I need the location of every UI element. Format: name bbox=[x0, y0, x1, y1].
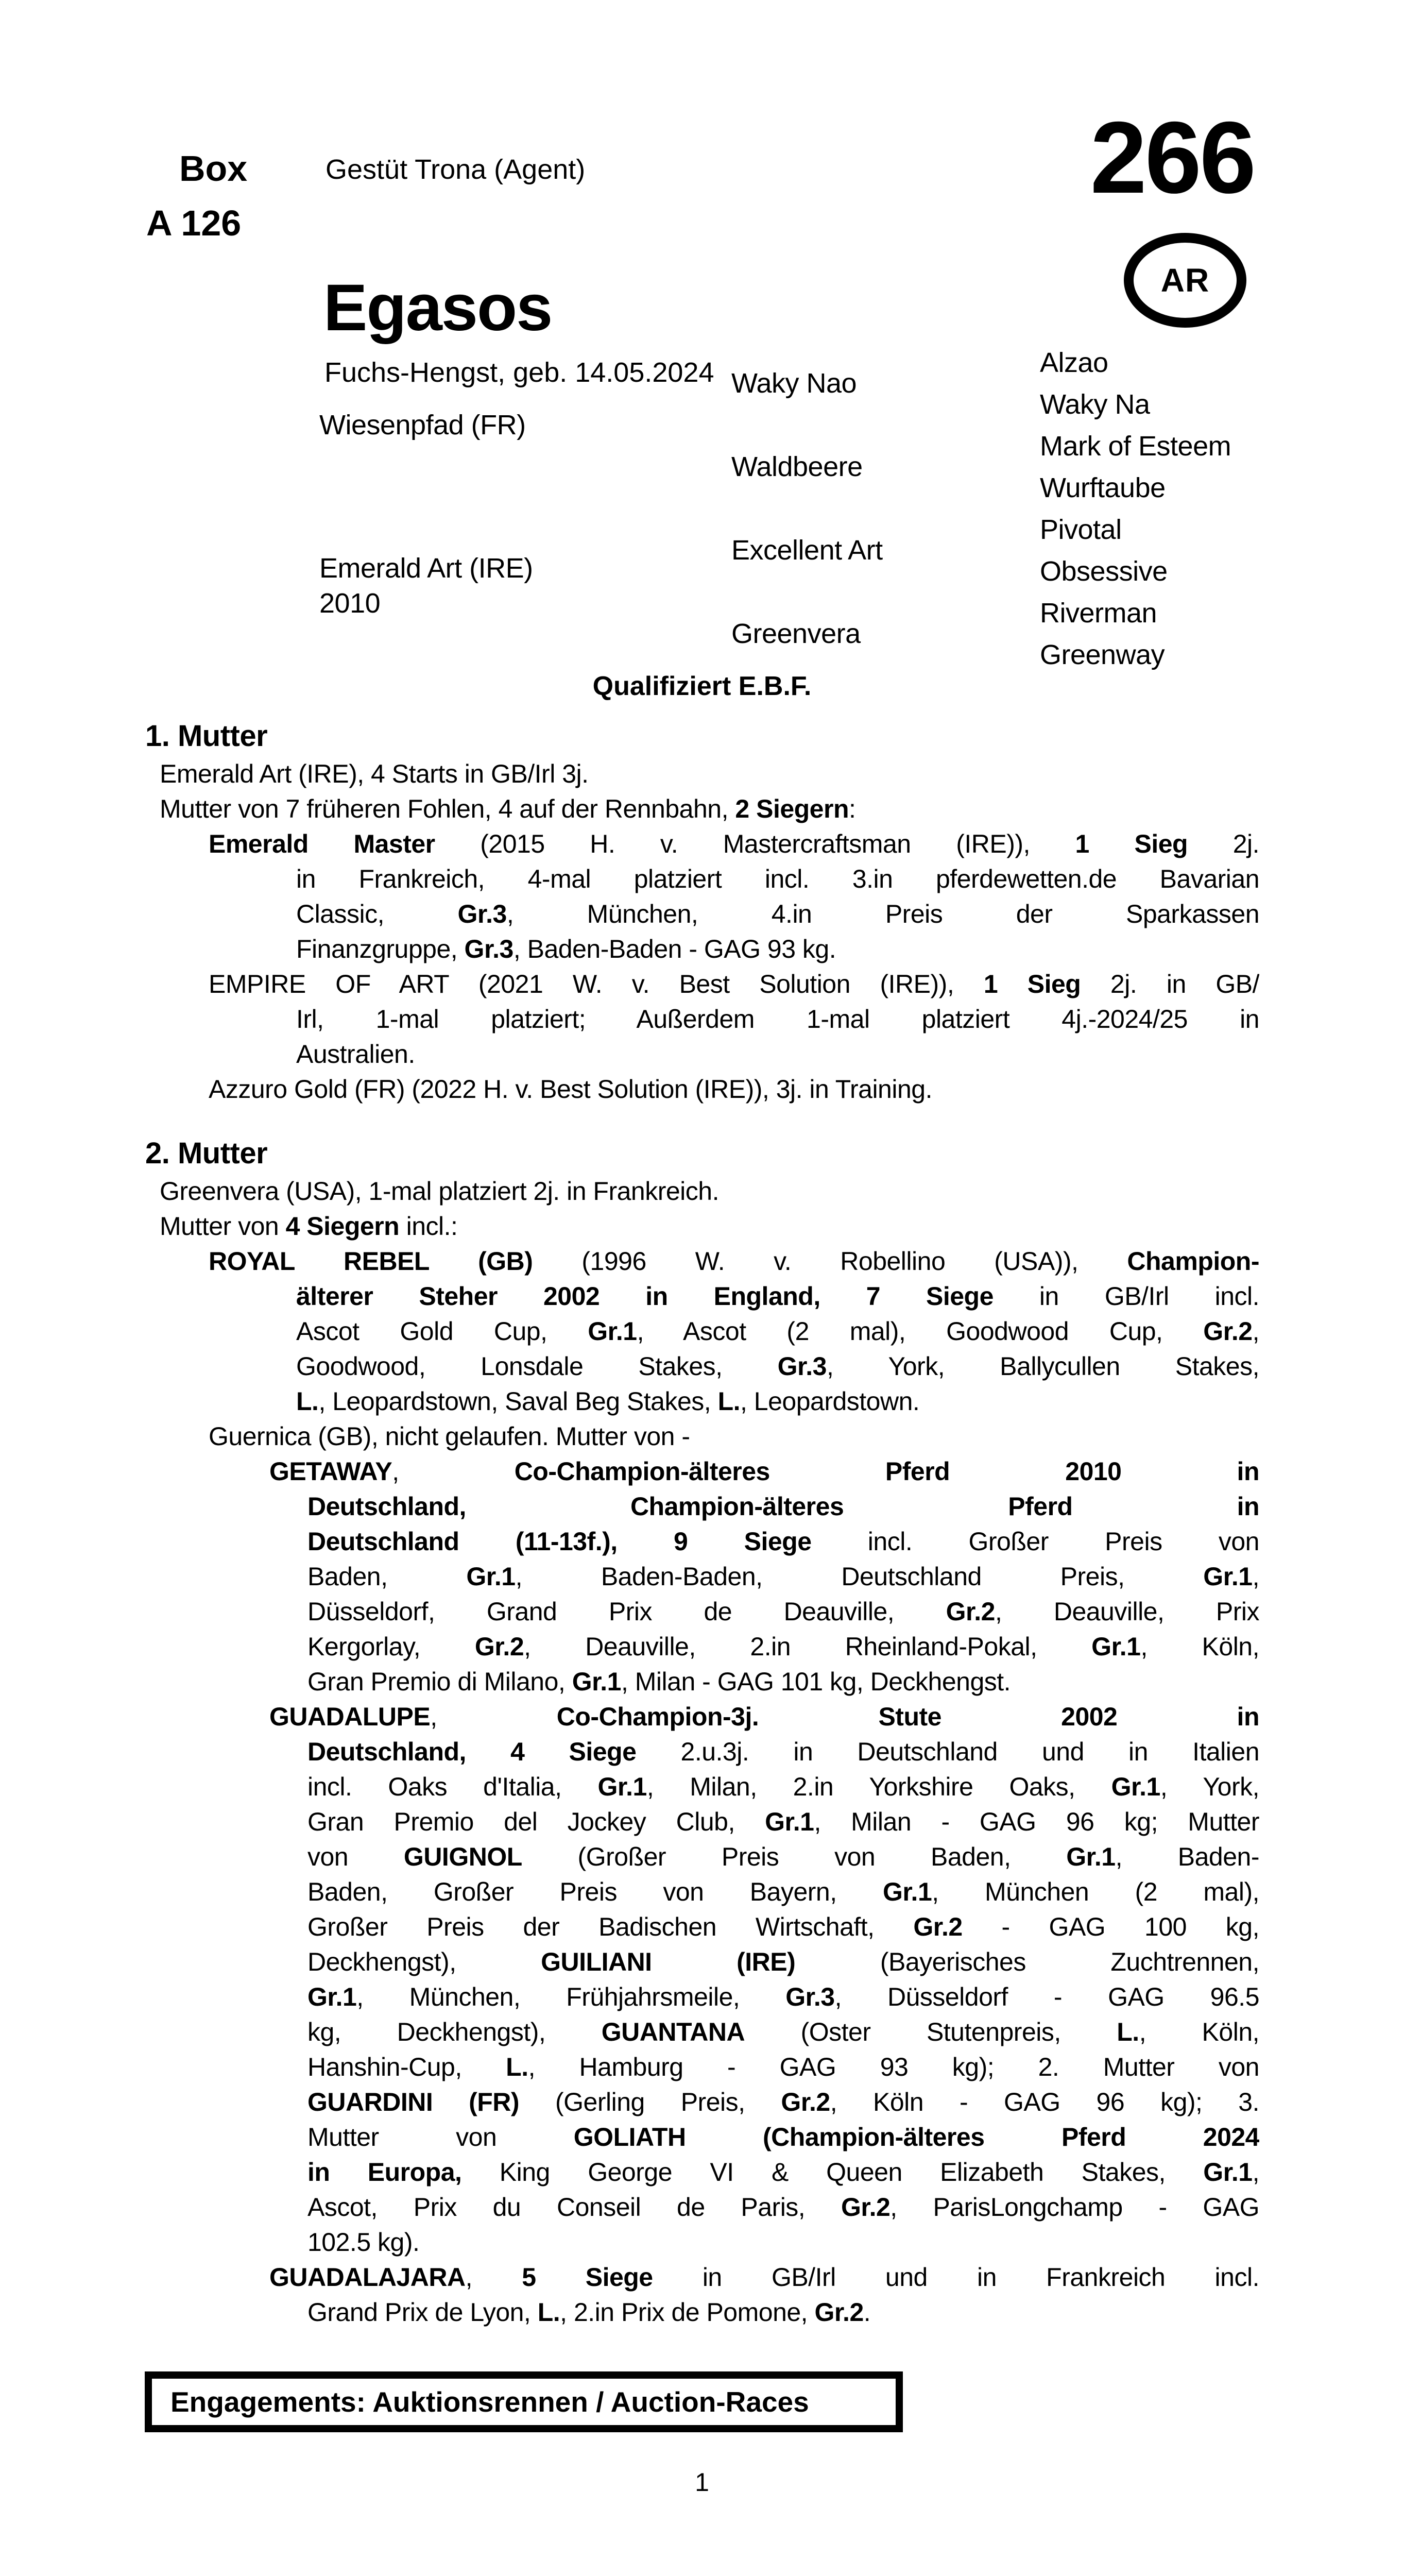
text-line: ROYAL REBEL (GB) (1996 W. v. Robellino (USA)), Champion- bbox=[209, 1247, 1259, 1276]
pedigree-great-grandparent: Alzao bbox=[1040, 347, 1108, 378]
pedigree-grandparent: Greenvera bbox=[731, 618, 861, 649]
horse-description: Fuchs-Hengst, geb. 14.05.2024 bbox=[324, 357, 714, 388]
lot-number: 266 bbox=[1090, 100, 1254, 214]
section-heading: 1. Mutter bbox=[145, 719, 268, 753]
text-line: Gr.1, München, Frühjahrsmeile, Gr.3, Düsseldorf - GAG 96.5 bbox=[307, 1982, 1259, 2011]
pedigree-great-grandparent: Pivotal bbox=[1040, 514, 1122, 545]
text-line: Mutter von 4 Siegern incl.: bbox=[160, 1212, 458, 1241]
text-line: in Europa, King George VI & Queen Elizabeth Stakes, Gr.1, bbox=[307, 2158, 1259, 2187]
text-line: Deckhengst), GUILIANI (IRE) (Bayerisches Zuchtrennen, bbox=[307, 1947, 1259, 1976]
text-line: Finanzgruppe, Gr.3, Baden-Baden - GAG 93 kg. bbox=[296, 935, 836, 963]
text-line: Emerald Master (2015 H. v. Mastercraftsman (IRE)), 1 Sieg 2j. bbox=[209, 829, 1259, 858]
text-line: Gran Premio del Jockey Club, Gr.1, Milan - GAG 96 kg; Mutter bbox=[307, 1807, 1259, 1836]
text-line: Ascot, Prix du Conseil de Paris, Gr.2, ParisLongchamp - GAG bbox=[307, 2193, 1259, 2222]
text-line: älterer Steher 2002 in England, 7 Siege in GB/Irl incl. bbox=[296, 1282, 1259, 1311]
text-line: Greenvera (USA), 1-mal platziert 2j. in Frankreich. bbox=[160, 1177, 719, 1206]
text-line: Deutschland, 4 Siege 2.u.3j. in Deutschland und in Italien bbox=[307, 1737, 1259, 1766]
pedigree-table bbox=[0, 348, 1404, 691]
pedigree-grandparent: Waldbeere bbox=[731, 451, 863, 482]
engagements-box bbox=[145, 2371, 903, 2432]
ar-stamp-badge bbox=[1124, 233, 1246, 328]
ar-stamp-label: AR bbox=[1160, 262, 1210, 299]
text-line: Classic, Gr.3, München, 4.in Preis der Sparkassen bbox=[296, 900, 1259, 928]
text-line: Baden, Gr.1, Baden-Baden, Deutschland Preis, Gr.1, bbox=[307, 1562, 1259, 1591]
engagements-label: Engagements: Auktionsrennen / Auction-Races bbox=[170, 2386, 809, 2418]
text-line: Großer Preis der Badischen Wirtschaft, Gr.2 - GAG 100 kg, bbox=[307, 1912, 1259, 1941]
text-line: Australien. bbox=[296, 1040, 415, 1069]
text-line: kg, Deckhengst), GUANTANA (Oster Stutenpreis, L., Köln, bbox=[307, 2018, 1259, 2046]
text-line: Emerald Art (IRE), 4 Starts in GB/Irl 3j. bbox=[160, 759, 589, 788]
text-line: GUARDINI (FR) (Gerling Preis, Gr.2, Köln - GAG 96 kg); 3. bbox=[307, 2088, 1259, 2116]
pedigree-sire: Wiesenpfad (FR) bbox=[319, 410, 526, 440]
page-number: 1 bbox=[695, 2468, 709, 2497]
text-line: Deutschland (11-13f.), 9 Siege incl. Großer Preis von bbox=[307, 1527, 1259, 1556]
text-line: Ascot Gold Cup, Gr.1, Ascot (2 mal), Goodwood Cup, Gr.2, bbox=[296, 1317, 1259, 1346]
pedigree-great-grandparent: Wurftaube bbox=[1040, 472, 1166, 503]
text-line: GUADALAJARA, 5 Siege in GB/Irl und in Frankreich incl. bbox=[269, 2263, 1259, 2292]
pedigree-grandparent: Waky Nao bbox=[731, 368, 857, 399]
box-number: A 126 bbox=[146, 203, 242, 243]
text-line: Mutter von 7 früheren Fohlen, 4 auf der Rennbahn, 2 Siegern: bbox=[160, 794, 856, 823]
text-line: Kergorlay, Gr.2, Deauville, 2.in Rheinland-Pokal, Gr.1, Köln, bbox=[307, 1632, 1259, 1661]
pedigree-dam-year: 2010 bbox=[319, 588, 381, 619]
text-line: Deutschland, Champion-älteres Pferd in bbox=[307, 1492, 1259, 1521]
pedigree-great-grandparent: Mark of Esteem bbox=[1040, 431, 1231, 462]
section-heading: 2. Mutter bbox=[145, 1137, 268, 1170]
text-line: Azzuro Gold (FR) (2022 H. v. Best Solution (IRE)), 3j. in Training. bbox=[209, 1075, 932, 1104]
pedigree-grandparent: Excellent Art bbox=[731, 535, 883, 566]
qualification-note: Qualifiziert E.B.F. bbox=[592, 671, 812, 701]
text-line: 102.5 kg). bbox=[307, 2228, 420, 2257]
text-line: von GUIGNOL (Großer Preis von Baden, Gr.1, Baden- bbox=[307, 1842, 1259, 1871]
horse-name-title: Egasos bbox=[323, 271, 552, 345]
consignor-name: Gestüt Trona (Agent) bbox=[326, 154, 586, 185]
pedigree-great-grandparent: Obsessive bbox=[1040, 556, 1168, 587]
box-label: Box bbox=[179, 148, 248, 189]
pedigree-great-grandparent: Greenway bbox=[1040, 639, 1165, 670]
pedigree-great-grandparent: Riverman bbox=[1040, 598, 1157, 629]
text-line: Grand Prix de Lyon, L., 2.in Prix de Pomone, Gr.2. bbox=[307, 2298, 871, 2327]
text-line: incl. Oaks d'Italia, Gr.1, Milan, 2.in Yorkshire Oaks, Gr.1, York, bbox=[307, 1772, 1259, 1801]
text-line: GETAWAY, Co-Champion-älteres Pferd 2010 in bbox=[269, 1457, 1259, 1486]
text-line: GUADALUPE, Co-Champion-3j. Stute 2002 in bbox=[269, 1702, 1259, 1731]
text-line: Hanshin-Cup, L., Hamburg - GAG 93 kg); 2. Mutter von bbox=[307, 2053, 1259, 2081]
pedigree-great-grandparent: Waky Na bbox=[1040, 389, 1150, 420]
text-line: L., Leopardstown, Saval Beg Stakes, L., Leopardstown. bbox=[296, 1387, 920, 1416]
text-line: in Frankreich, 4-mal platziert incl. 3.in pferdewetten.de Bavarian bbox=[296, 865, 1259, 893]
text-line: Guernica (GB), nicht gelaufen. Mutter von - bbox=[209, 1422, 690, 1451]
pedigree-dam: Emerald Art (IRE) bbox=[319, 553, 533, 584]
text-line: Gran Premio di Milano, Gr.1, Milan - GAG 101 kg, Deckhengst. bbox=[307, 1667, 1011, 1696]
text-line: Mutter von GOLIATH (Champion-älteres Pferd 2024 bbox=[307, 2123, 1259, 2151]
text-line: Irl, 1-mal platziert; Außerdem 1-mal platziert 4j.-2024/25 in bbox=[296, 1005, 1259, 1033]
text-line: Goodwood, Lonsdale Stakes, Gr.3, York, Ballycullen Stakes, bbox=[296, 1352, 1259, 1381]
text-line: EMPIRE OF ART (2021 W. v. Best Solution (IRE)), 1 Sieg 2j. in GB/ bbox=[209, 970, 1259, 998]
text-line: Düsseldorf, Grand Prix de Deauville, Gr.2, Deauville, Prix bbox=[307, 1597, 1259, 1626]
text-line: Baden, Großer Preis von Bayern, Gr.1, München (2 mal), bbox=[307, 1877, 1259, 1906]
